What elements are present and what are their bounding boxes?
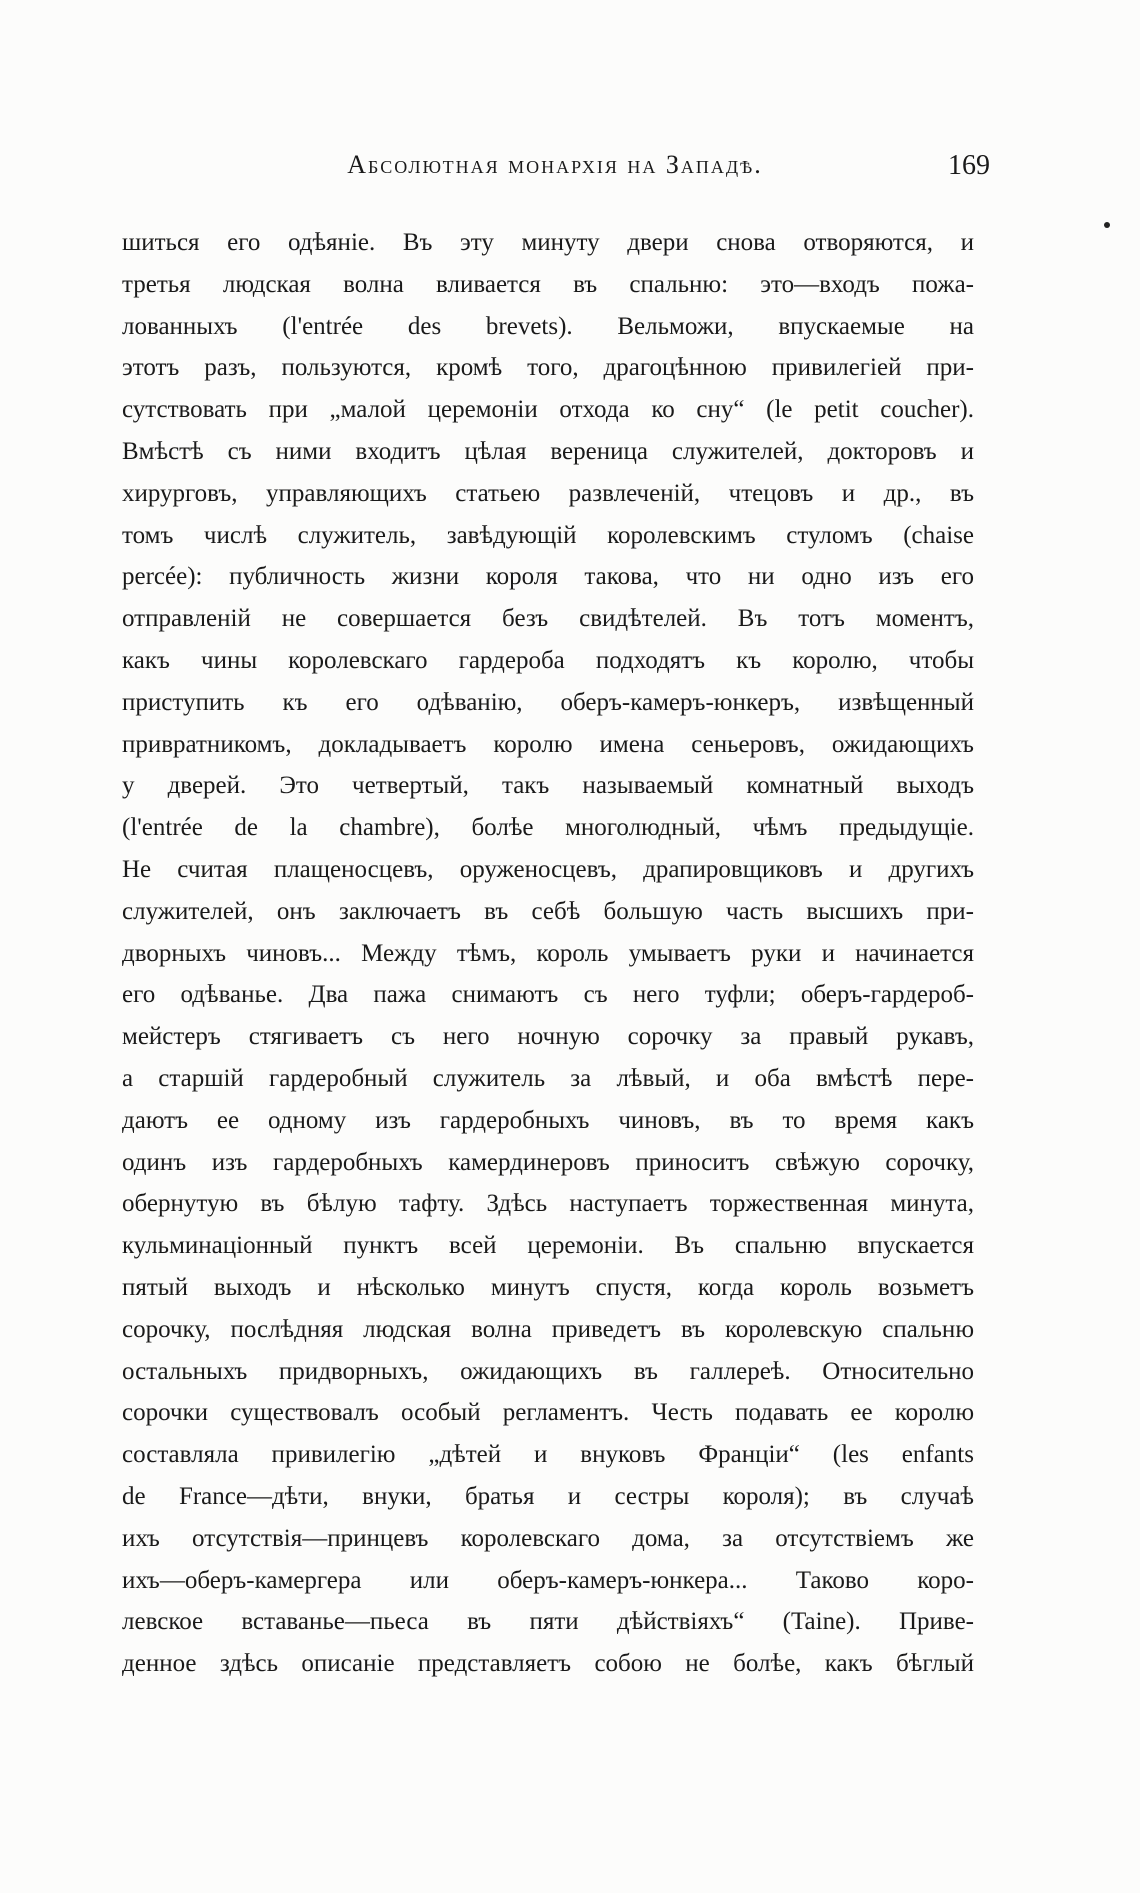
ink-speck <box>1104 222 1110 228</box>
text-line: шиться его одѣяніе. Въ эту минуту двери снова отворяются, и <box>122 229 974 256</box>
text-line: отправленій не совершается безъ свидѣтелей. Въ тотъ моментъ, <box>122 605 974 633</box>
running-head <box>120 150 990 190</box>
text-line: лованныхъ (l'entrée des brevets). Вельможи, впускаемые на <box>122 312 974 340</box>
text-line: ихъ—оберъ-камергера или оберъ-камеръ-юнкера... Таково коро- <box>122 1566 974 1594</box>
text-line: приступить къ его одѣванію, оберъ-камеръ-юнкеръ, извѣщенный <box>122 688 974 716</box>
text-line: хирурговъ, управляющихъ статьею развлеченій, чтецовъ и др., въ <box>122 479 974 507</box>
text-line: какъ чины королевскаго гардероба подходятъ къ королю, чтобы <box>122 646 974 674</box>
text-line: составляла привилегію „дѣтей и внуковъ Франціи“ (les enfants <box>122 1441 974 1469</box>
text-line: у дверей. Это четвертый, такъ называемый комнатный выходъ <box>122 772 974 800</box>
text-line: служителей, онъ заключаетъ въ себѣ большую часть высшихъ при- <box>122 897 974 925</box>
text-line: третья людская волна вливается въ спальню: это—входъ пожа- <box>122 270 974 298</box>
text-line: de France—дѣти, внуки, братья и сестры короля); въ случаѣ <box>122 1482 974 1510</box>
page-number: 169 <box>948 150 990 181</box>
text-line: (l'entrée de la chambre), болѣе многолюдный, чѣмъ предыдущіе. <box>122 814 974 842</box>
text-line: а старшій гардеробный служитель за лѣвый, и оба вмѣстѣ пере- <box>122 1064 974 1092</box>
text-line: даютъ ее одному изъ гардеробныхъ чиновъ, въ то время какъ <box>122 1106 974 1134</box>
text-line: пятый выходъ и нѣсколько минутъ спустя, когда король возьметъ <box>122 1273 974 1301</box>
text-line: дворныхъ чиновъ... Между тѣмъ, король умываетъ руки и начинается <box>122 939 974 967</box>
text-line: денное здѣсь описаніе представляетъ собою не болѣе, какъ бѣглый <box>122 1650 974 1678</box>
text-line: percée): публичность жизни короля такова, что ни одно изъ его <box>122 563 974 591</box>
text-line: мейстеръ стягиваетъ съ него ночную сорочку за правый рукавъ, <box>122 1023 974 1051</box>
text-line: томъ числѣ служитель, завѣдующій королевскимъ стуломъ (chaise <box>122 521 974 549</box>
running-title: Абсолютная монархія на Западѣ. <box>347 150 763 179</box>
text-line: кульминаціонный пунктъ всей церемоніи. Въ спальню впускается <box>122 1232 974 1260</box>
text-line: Не считая плащеносцевъ, оруженосцевъ, драпировщиковъ и другихъ <box>122 855 974 883</box>
text-line: обернутую въ бѣлую тафту. Здѣсь наступаетъ торжественная минута, <box>122 1190 974 1218</box>
text-line: его одѣванье. Два пажа снимаютъ съ него туфли; оберъ-гардероб- <box>122 981 974 1009</box>
text-line: этотъ разъ, пользуются, кромѣ того, драгоцѣнною привилегіей при- <box>122 354 974 382</box>
text-line: привратникомъ, докладываетъ королю имена сеньеровъ, ожидающихъ <box>122 730 974 758</box>
text-line: сорочку, послѣдняя людская волна приведетъ въ королевскую спальню <box>122 1315 974 1343</box>
text-line: остальныхъ придворныхъ, ожидающихъ въ галлереѣ. Относительно <box>122 1357 974 1385</box>
text-line: сорочки существовалъ особый регламентъ. Честь подавать ее королю <box>122 1399 974 1427</box>
text-line: одинъ изъ гардеробныхъ камердинеровъ приноситъ свѣжую сорочку, <box>122 1148 974 1176</box>
text-line: левское вставанье—пьеса въ пяти дѣйствіяхъ“ (Taine). Приве- <box>122 1608 974 1636</box>
text-line: ихъ отсутствія—принцевъ королевскаго дома, за отсутствіемъ же <box>122 1524 974 1552</box>
text-body <box>122 222 974 1685</box>
text-line: Вмѣстѣ съ ними входитъ цѣлая вереница служителей, докторовъ и <box>122 437 974 465</box>
text-line: сутствовать при „малой церемоніи отхода ко сну“ (le petit coucher). <box>122 396 974 424</box>
